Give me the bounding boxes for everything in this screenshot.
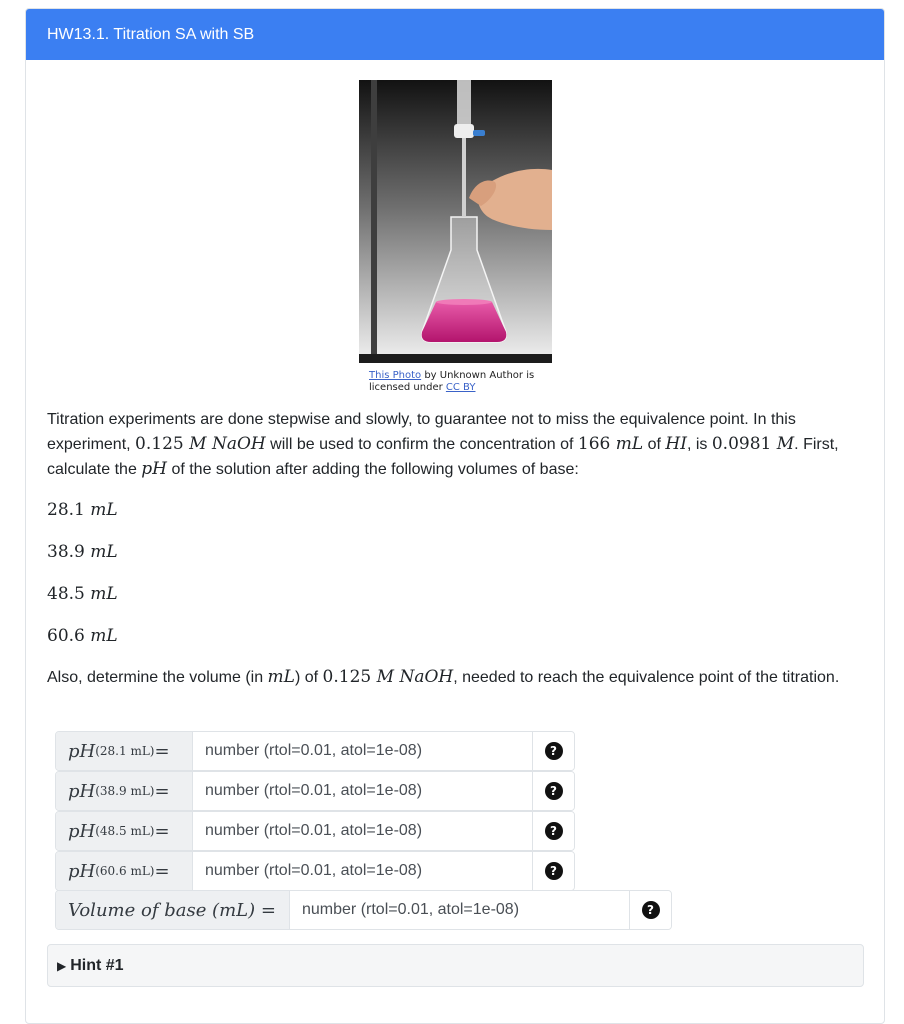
help-button[interactable] (532, 812, 574, 850)
equivalence-question: Also, determine the volume (in mL) of 0.125 M NaOH, needed to reach the equivalence point of the titration. (47, 667, 840, 687)
answer-label: Volume of base (mL) = (56, 891, 290, 929)
ph-60-6-input[interactable] (193, 852, 532, 890)
license-link[interactable]: CC BY (445, 382, 476, 393)
hint-label: Hint #1 (70, 957, 124, 974)
answer-row-ph-28-1 (55, 731, 575, 771)
ph-38-9-input[interactable] (193, 772, 532, 810)
answer-row-volume (55, 890, 672, 930)
volume-input[interactable] (290, 891, 629, 929)
question-icon: ? (545, 742, 563, 760)
answer-label: pH (28.1 mL) = (56, 732, 193, 770)
ph-28-1-input[interactable] (193, 732, 532, 770)
ph-48-5-input[interactable] (193, 812, 532, 850)
titration-figure (359, 80, 552, 394)
answer-row-ph-48-5 (55, 811, 575, 851)
question-icon: ? (545, 782, 563, 800)
answer-row-ph-60-6 (55, 851, 575, 891)
volume-item: 38.9 mL (47, 542, 118, 562)
disclosure-triangle-icon: ▶ (57, 959, 67, 973)
volume-item: 48.5 mL (47, 584, 118, 604)
caption-text: by Unknown Author is licensed under (369, 370, 535, 393)
help-button[interactable] (532, 732, 574, 770)
question-icon: ? (642, 901, 660, 919)
titration-photo (359, 80, 552, 363)
question-title: HW13.1. Titration SA with SB (26, 9, 884, 60)
photo-caption (359, 370, 552, 394)
volume-item: 60.6 mL (47, 626, 118, 646)
help-button[interactable] (532, 852, 574, 890)
answer-label: pH (48.5 mL) = (56, 812, 193, 850)
question-icon: ? (545, 822, 563, 840)
hint-toggle[interactable] (47, 944, 864, 987)
answer-label: pH (60.6 mL) = (56, 852, 193, 890)
question-icon: ? (545, 862, 563, 880)
answer-label: pH (38.9 mL) = (56, 772, 193, 810)
question-card (25, 8, 885, 1024)
volume-item: 28.1 mL (47, 500, 118, 520)
problem-intro: Titration experiments are done stepwise and slowly, to guarantee not to miss the equivalence point. In this experiment, 0.125 M NaOH will be used to confirm the concentration of 166 mL of HI, is 0.0981 M. First, calculate the pH of the solution after adding the following volumes of base: (47, 411, 839, 479)
photo-link[interactable]: This Photo (369, 370, 422, 381)
help-button[interactable] (532, 772, 574, 810)
answer-row-ph-38-9 (55, 771, 575, 811)
help-button[interactable] (629, 891, 671, 929)
